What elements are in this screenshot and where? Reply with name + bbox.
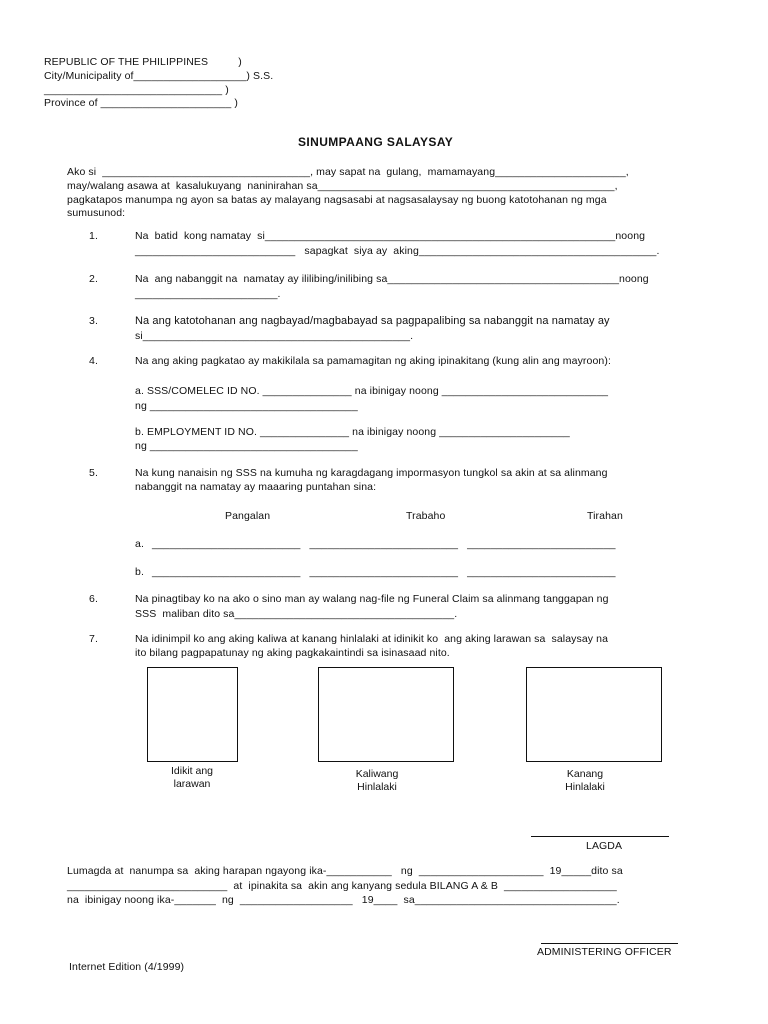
- right-thumb-box: [526, 667, 662, 762]
- item-7-line-2: ito bilang pagpapatunay ng aking pagkakaintindi sa isinasaad nito.: [135, 647, 450, 659]
- item-1-number: 1.: [89, 230, 98, 242]
- item-5-line-1: Na kung nanaisin ng SSS na kumuha ng karagdagang impormasyon tungkol sa akin at sa alinmang: [135, 467, 608, 479]
- jurat-line-1: Lumagda at nanumpa sa aking harapan ngayong ika-___________ ng _____________________ 19_____dito sa: [67, 865, 623, 877]
- item-6-line-2: SSS maliban dito sa_____________________________________.: [135, 608, 458, 620]
- edition-footer: Internet Edition (4/1999): [69, 961, 185, 973]
- document-title: SINUMPAANG SALAYSAY: [298, 135, 454, 149]
- officer-signature-line: [541, 943, 678, 944]
- contact-header-pangalan: Pangalan: [225, 510, 271, 522]
- item-1-line-1: Na batid kong namatay si___________________________________________________________noong: [135, 230, 646, 242]
- contact-row-a-label: a.: [135, 538, 144, 550]
- intro-line-1: Ako si ___________________________________, may sapat na gulang, mamamayang______________________,: [67, 166, 629, 178]
- item-2-number: 2.: [89, 273, 98, 285]
- contact-header-trabaho: Trabaho: [406, 510, 446, 522]
- contact-row-a-line: _________________________ _________________________ _________________________: [152, 538, 616, 550]
- item-3-line-2: si_____________________________________________.: [135, 330, 414, 342]
- item-6-line-1: Na pinagtibay ko na ako o sino man ay walang nag-file ng Funeral Claim sa alinmang tanggapan ng: [135, 593, 609, 605]
- signature-line: [531, 836, 669, 837]
- contact-row-b-line: _________________________ _________________________ _________________________: [152, 566, 616, 578]
- item-4-line-1: Na ang aking pagkatao ay makikilala sa pamamagitan ng aking ipinakitang (kung alin ang mayroon):: [135, 355, 611, 367]
- photo-box: [147, 667, 238, 762]
- jurat-line-2: ___________________________ at ipinakita sa akin ang kanyang sedula BILANG A & B ___________________: [67, 880, 617, 892]
- employment-id-line-1: b. EMPLOYMENT ID NO. _______________ na ibinigay noong ______________________: [135, 426, 570, 438]
- photo-caption: Idikit ang larawan: [170, 765, 214, 790]
- header-line-3: ______________________________ ): [44, 84, 229, 96]
- item-6-number: 6.: [89, 593, 98, 605]
- item-7-number: 7.: [89, 633, 98, 645]
- contact-row-b-label: b.: [135, 566, 144, 578]
- officer-label: ADMINISTERING OFFICER: [537, 946, 672, 958]
- left-thumb-caption: Kaliwang Hinlalaki: [355, 768, 399, 793]
- left-thumb-box: [318, 667, 454, 762]
- employment-id-line-2: ng ___________________________________: [135, 440, 358, 452]
- item-1-line-2: ___________________________ sapagkat siya ay aking________________________________________.: [135, 245, 660, 257]
- header-line-2: City/Municipality of___________________) S.S.: [44, 70, 274, 82]
- item-5-line-2: nabanggit na namatay ay maaaring puntahan sina:: [135, 481, 377, 493]
- intro-line-2: may/walang asawa at kasalukuyang naninirahan sa__________________________________________________,: [67, 180, 618, 192]
- jurat-line-3: na ibinigay noong ika-_______ ng ___________________ 19____ sa__________________________________.: [67, 894, 620, 906]
- item-3-line-1: Na ang katotohanan ang nagbayad/magbabayad sa pagpapalibing sa nabanggit na namatay ay: [135, 315, 610, 327]
- header-line-4: Province of ______________________ ): [44, 97, 238, 109]
- sss-id-line-2: ng ___________________________________: [135, 400, 358, 412]
- sss-id-line-1: a. SSS/COMELEC ID NO. _______________ na ibinigay noong ____________________________: [135, 385, 609, 397]
- item-4-number: 4.: [89, 355, 98, 367]
- signature-label: LAGDA: [586, 840, 623, 852]
- item-2-line-2: ________________________.: [135, 288, 281, 300]
- contact-header-tirahan: Tirahan: [587, 510, 623, 522]
- item-2-line-1: Na ang nabanggit na namatay ay ililibing/inilibing sa_______________________________________noong: [135, 273, 649, 285]
- item-3-number: 3.: [89, 315, 98, 327]
- item-5-number: 5.: [89, 467, 98, 479]
- intro-line-3: pagkatapos manumpa ng ayon sa batas ay malayang nagsasabi at nagsasalaysay ng buong katotohanan ng mga: [67, 194, 607, 206]
- intro-line-4: sumusunod:: [67, 207, 126, 219]
- header-line-1: REPUBLIC OF THE PHILIPPINES ): [44, 56, 242, 68]
- right-thumb-caption: Kanang Hinlalaki: [565, 768, 605, 793]
- item-7-line-1: Na idinimpil ko ang aking kaliwa at kanang hinlalaki at idinikit ko ang aking larawan sa salaysay na: [135, 633, 609, 645]
